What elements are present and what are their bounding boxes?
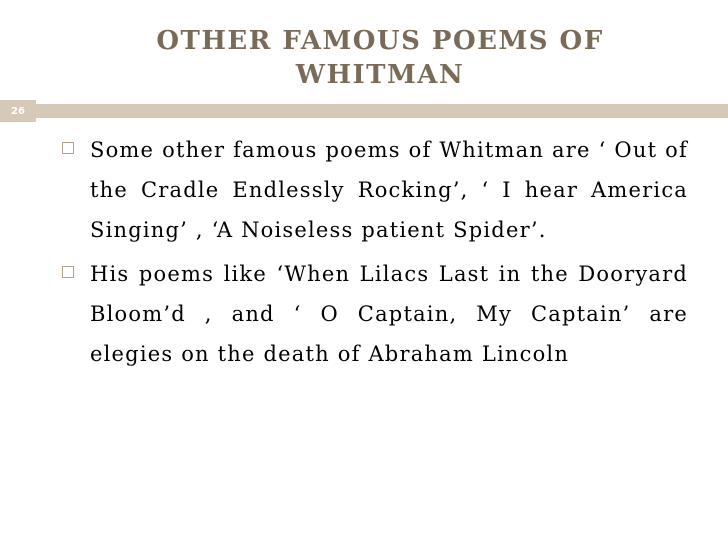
bullet-item (62, 254, 688, 374)
slide-title-line-1: OTHER FAMOUS POEMS OF (156, 26, 604, 56)
slide-number: 26 (0, 100, 36, 122)
bullet-item (62, 130, 688, 250)
bullet-text: Some other famous poems of Whitman are ‘ Out of the Cradle Endlessly Rocking’, ‘ I hear America Singing’ , ‘A Noiseless patient Spider’. (90, 138, 688, 242)
bullet-text: His poems like ‘When Lilacs Last in the Dooryard Bloom’d , and ‘ O Captain, My Captain’ are elegies on the death of Abraham Lincoln (90, 262, 688, 366)
slide-title (70, 24, 690, 92)
slide-title-line-2: WHITMAN (295, 60, 465, 90)
title-divider-bar (36, 104, 728, 118)
bullet-list (62, 130, 688, 378)
square-bullet-icon (62, 266, 74, 278)
square-bullet-icon (62, 142, 74, 154)
